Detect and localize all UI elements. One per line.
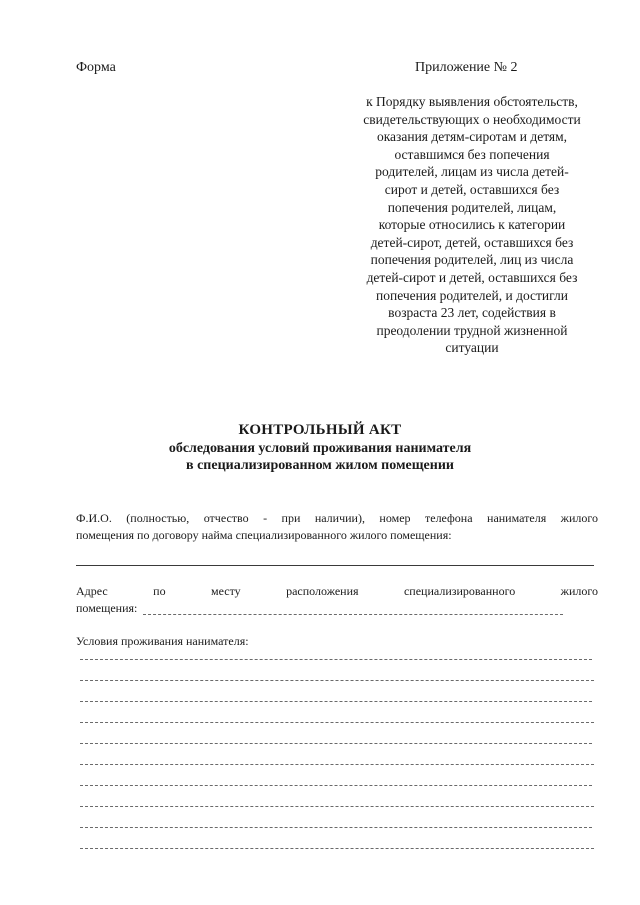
conditions-input-line[interactable] [80, 827, 592, 828]
conditions-label: Условия проживания нанимателя: [76, 634, 249, 648]
conditions-input-line[interactable] [80, 659, 592, 660]
conditions-input-line[interactable] [80, 806, 594, 807]
fio-label-line2: помещения по договору найма специализированного жилого помещения: [76, 528, 452, 542]
title-main: КОНТРОЛЬНЫЙ АКТ [238, 422, 402, 438]
address-word: Адрес [76, 584, 108, 598]
appendix-description [330, 93, 614, 357]
appendix-line: попечения родителей, лицам, [387, 199, 557, 215]
fio-label-line1: Ф.И.О. (полностью, отчество - при наличии), номер телефона нанимателя жилого [76, 511, 598, 525]
conditions-input-line[interactable] [80, 785, 592, 786]
address-word: жилого [560, 584, 598, 598]
address-word: по [153, 584, 166, 598]
address-label-line2: помещения: [76, 601, 138, 615]
fio-input-line[interactable] [76, 565, 594, 566]
conditions-input-line[interactable] [80, 764, 594, 765]
conditions-input-line[interactable] [80, 680, 594, 681]
address-word: расположения [286, 584, 359, 598]
title-subline: в специализированном жилом помещении [186, 458, 454, 473]
appendix-line: оставшимся без попечения [394, 146, 550, 162]
appendix-line: детей-сирот, детей, оставшихся без [370, 234, 574, 250]
appendix-line: попечения родителей, и достигли [376, 287, 568, 303]
title-subline: обследования условий проживания нанимателя [168, 441, 472, 456]
appendix-line: детей-сирот и детей, оставшихся без [366, 269, 578, 285]
appendix-line: к Порядку выявления обстоятельств, [366, 94, 578, 109]
conditions-input-line[interactable] [80, 743, 592, 744]
appendix-line: ситуации [445, 340, 499, 356]
appendix-line: преодолении трудной жизненной [376, 322, 568, 338]
address-word: месту [211, 584, 241, 598]
conditions-input-line[interactable] [80, 848, 594, 849]
appendix-line: сирот и детей, оставшихся без [384, 181, 560, 197]
document-title [80, 420, 560, 474]
address-word: специализированного [403, 584, 516, 598]
appendix-line: родителей, лицам из числа детей- [375, 164, 569, 180]
appendix-line: попечения родителей, лиц из числа [370, 252, 574, 268]
form-label: Форма [76, 60, 116, 75]
appendix-line: возраста 23 лет, содействия в [388, 305, 556, 321]
address-label-line1 [76, 584, 598, 599]
appendix-line: которые относились к категории [378, 217, 566, 233]
appendix-line: оказания детям-сиротам и детям, [376, 129, 568, 145]
conditions-input-line[interactable] [80, 722, 594, 723]
conditions-input-line[interactable] [80, 701, 592, 702]
appendix-line: свидетельствующих о необходимости [363, 111, 581, 127]
address-input-line[interactable] [143, 614, 563, 615]
appendix-label: Приложение № 2 [415, 60, 518, 75]
